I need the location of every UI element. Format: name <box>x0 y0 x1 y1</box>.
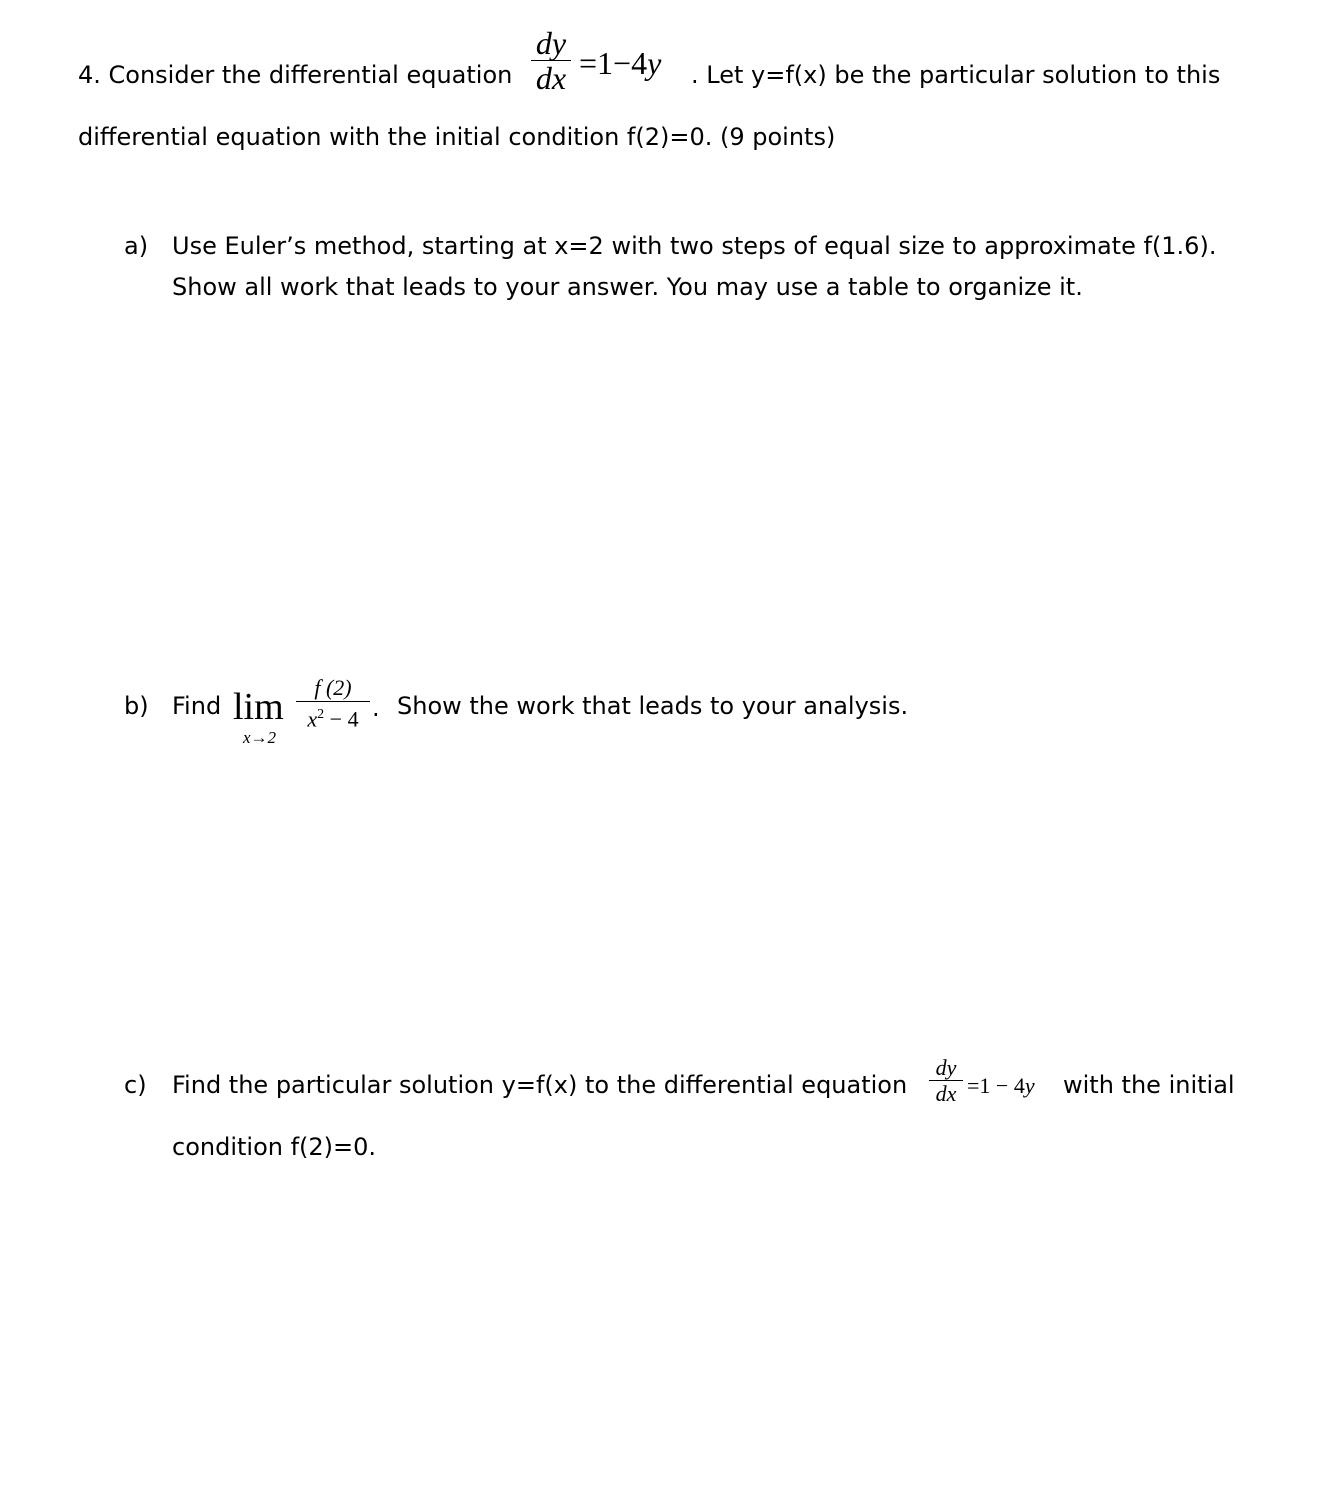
problem-intro-after: . Let y=f(x) be the particular solution to this <box>691 61 1221 89</box>
derivative-denominator: dx <box>535 60 567 96</box>
part-c-line-1: Find the particular solution y=f(x) to the differential equation <box>172 1071 908 1099</box>
derivative-denominator: dx <box>935 1081 957 1106</box>
part-a-marker: a) <box>124 232 149 260</box>
denominator-exponent: 2 <box>317 707 325 722</box>
denominator-variable: x <box>307 706 318 732</box>
part-b-find: Find <box>172 692 222 720</box>
problem-intro: 4. Consider the differential equation <box>78 61 513 89</box>
part-b-marker: b) <box>124 692 149 720</box>
part-b-period: . <box>372 694 380 722</box>
part-a-line-1: Use Euler’s method, starting at x=2 with two steps of equal size to approximate f(1.6). <box>172 232 1217 260</box>
limit-denominator <box>296 702 370 732</box>
derivative-numerator: dy <box>535 25 567 61</box>
part-a-line-2: Show all work that leads to your answer. You may use a table to organize it. <box>172 273 1083 301</box>
rhs-variable: y <box>1024 1073 1035 1098</box>
limit-fraction <box>296 675 370 732</box>
rhs-variable: y <box>647 45 662 81</box>
denominator-rest: − 4 <box>324 706 359 732</box>
derivative-numerator: dy <box>935 1055 957 1080</box>
part-c-line-2: condition f(2)=0. <box>172 1133 377 1161</box>
rhs-expression: =1−4 <box>579 45 648 81</box>
limit-operator: lim <box>233 686 284 728</box>
problem-derivative <box>531 26 571 95</box>
part-b-text: Show the work that leads to your analysis. <box>397 692 909 720</box>
problem-line-2: differential equation with the initial condition f(2)=0. (9 points) <box>78 123 836 151</box>
part-c-derivative <box>929 1055 963 1106</box>
problem-rhs <box>579 45 661 81</box>
rhs-expression: =1 − 4 <box>967 1073 1025 1098</box>
part-c-marker: c) <box>124 1071 147 1099</box>
limit-numerator: f (2) <box>314 675 352 700</box>
limit-subscript: x→2 <box>243 728 277 747</box>
part-c-line-1-after: with the initial <box>1063 1071 1235 1099</box>
part-c-rhs <box>967 1071 1035 1101</box>
